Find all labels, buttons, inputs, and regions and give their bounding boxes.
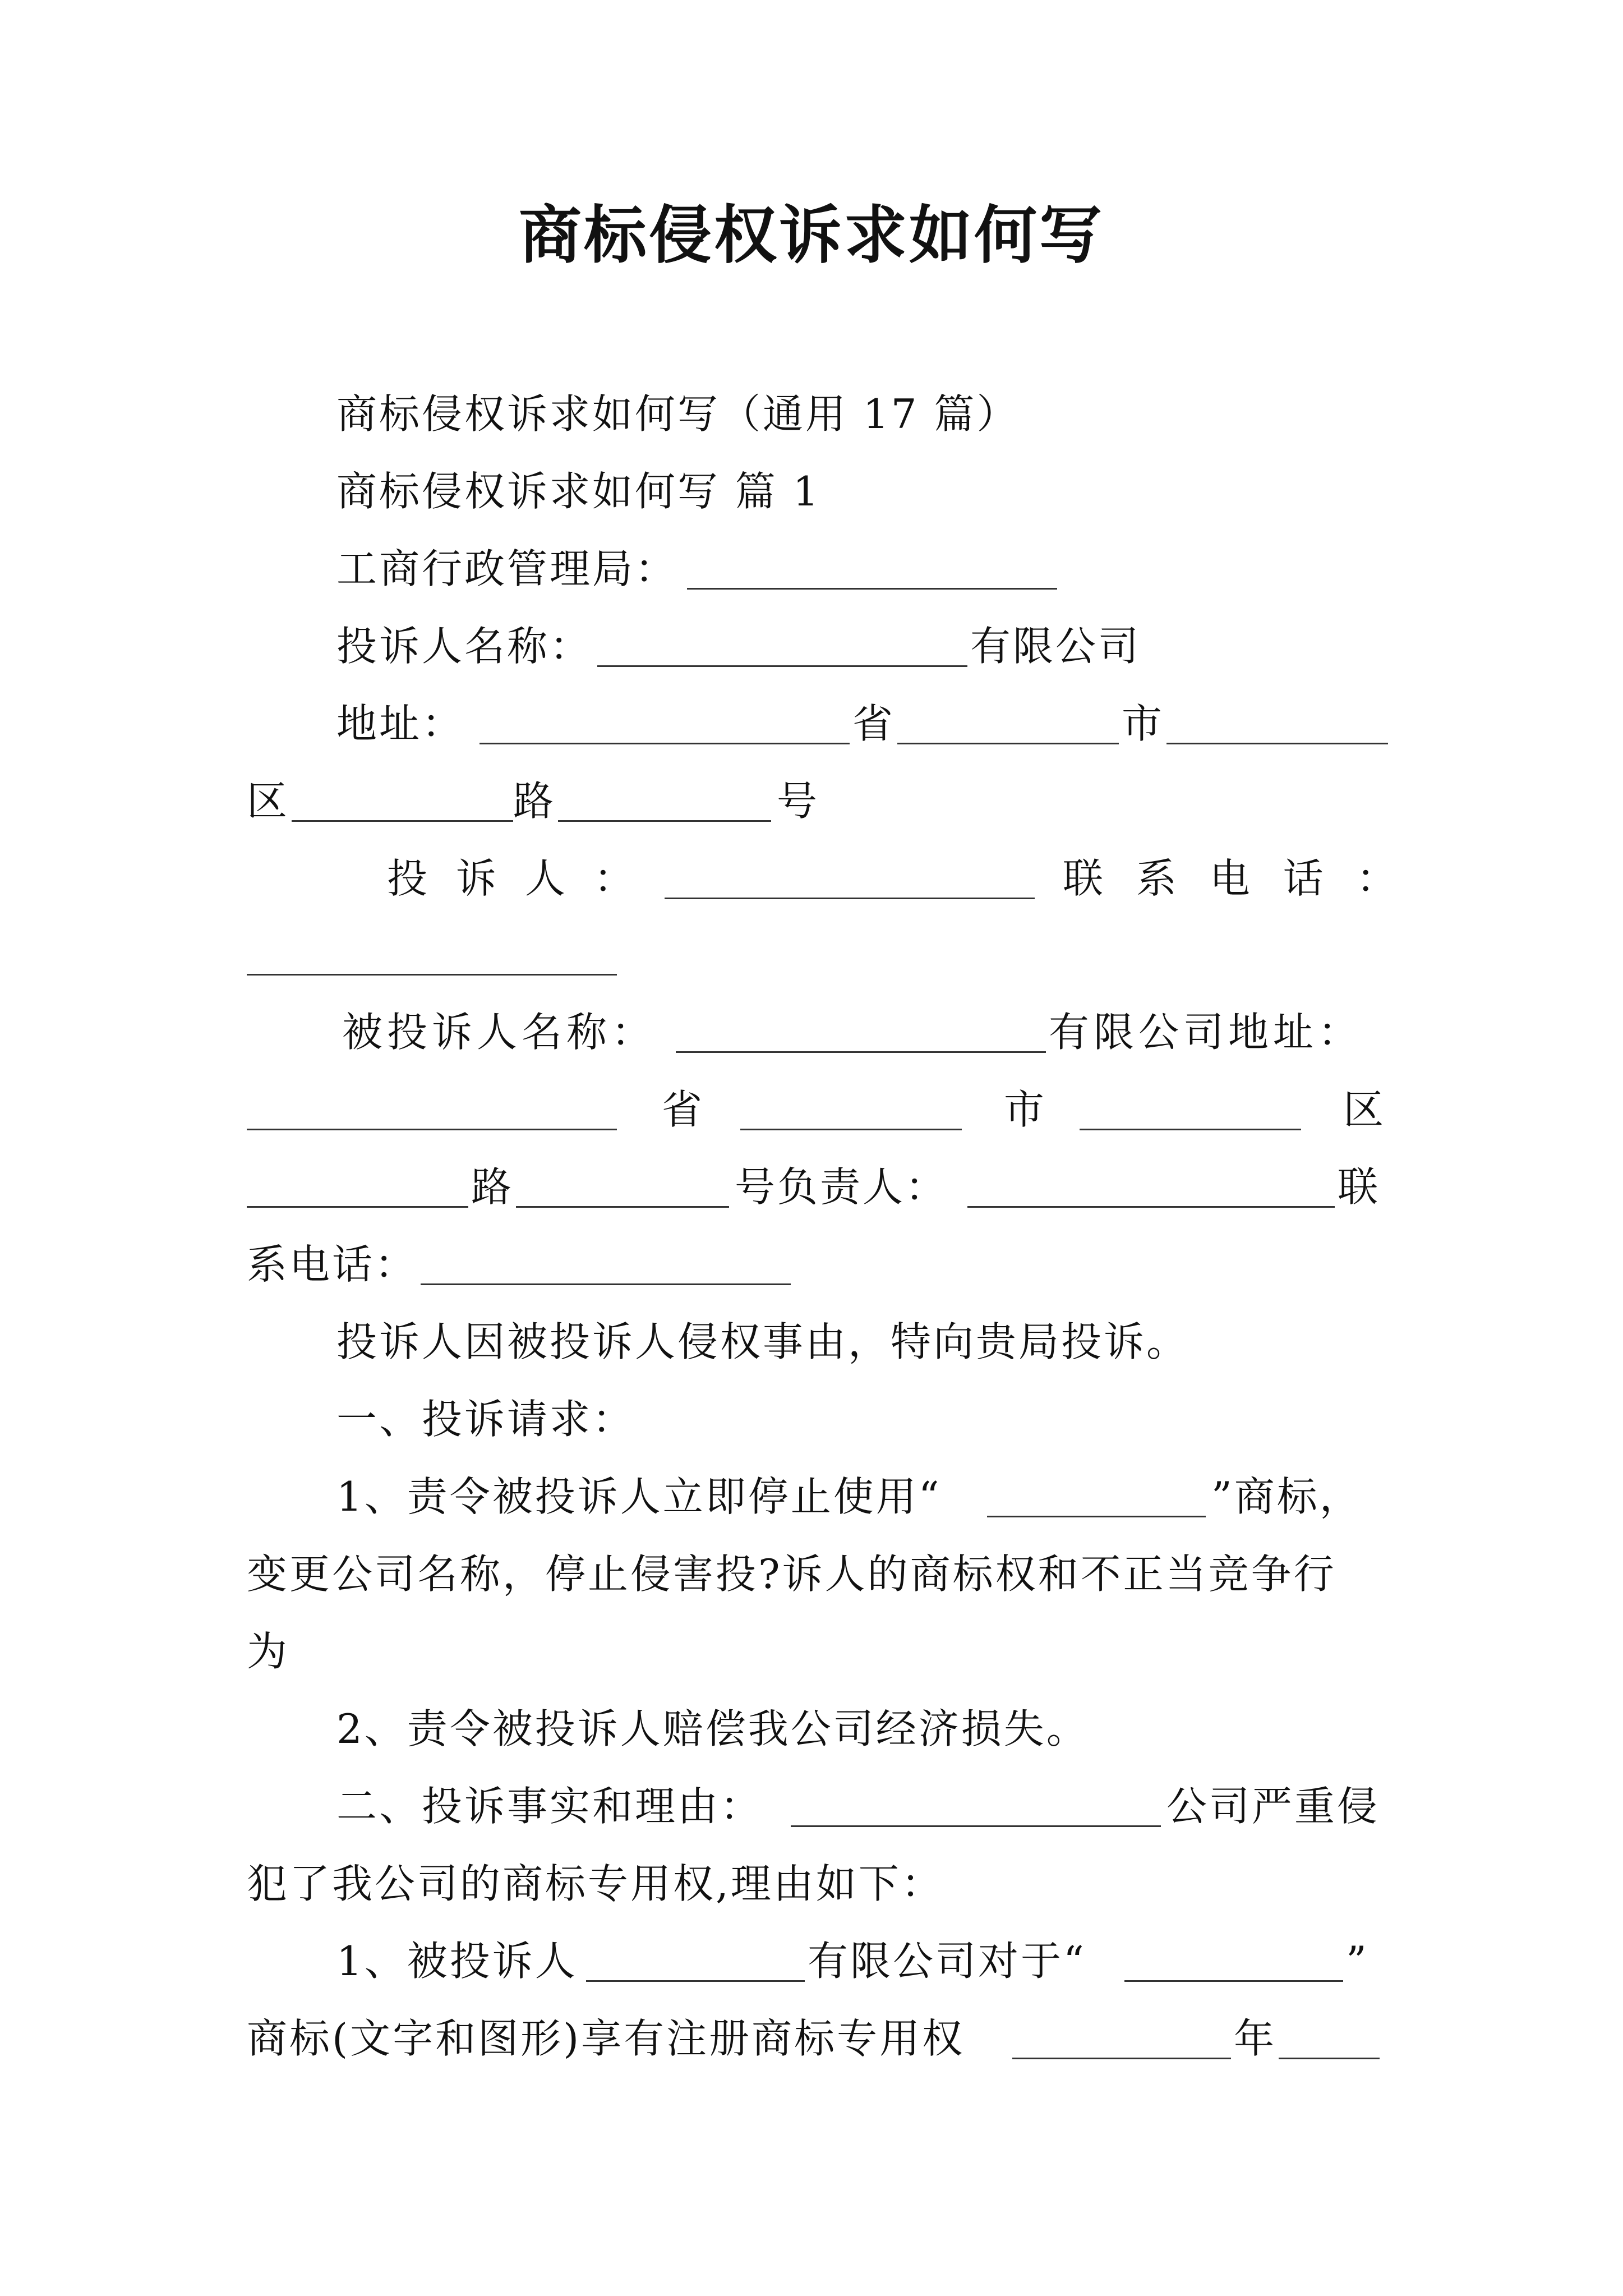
claims-heading: 一、投诉请求： xyxy=(336,1396,635,1443)
facts-heading-line xyxy=(0,1778,1623,1834)
respondent-road-blank[interactable] xyxy=(516,1206,729,1208)
section-heading-line xyxy=(0,463,1623,519)
complainant-name-line xyxy=(0,618,1623,674)
respondent-city-label: 市 xyxy=(1004,1086,1045,1133)
claim-1-line-3-text: 为 xyxy=(247,1628,290,1675)
phone-blank-line xyxy=(0,927,1623,983)
city-blank[interactable] xyxy=(1166,743,1388,744)
facts-company-blank[interactable] xyxy=(791,1825,1161,1827)
facts-line-2-text: 犯了我公司的商标专用权,理由如下： xyxy=(247,1860,944,1907)
province-blank[interactable] xyxy=(897,743,1119,744)
fact-1-company-blank[interactable] xyxy=(586,1980,805,1982)
fact-1-line-2-text: 商标(文字和图形)享有注册商标专用权 xyxy=(247,2015,965,2062)
address-line-2 xyxy=(0,773,1623,829)
claim-1-line-2-text: 变更公司名称，停止侵害投?诉人的商标权和不正当竞争行 xyxy=(247,1550,1336,1598)
facts-line-2 xyxy=(0,1856,1623,1912)
address-blank[interactable] xyxy=(479,743,850,744)
respondent-district-blank[interactable] xyxy=(247,1206,468,1208)
complainant-name-label: 投诉人名称： xyxy=(336,623,593,670)
responsible-blank[interactable] xyxy=(967,1206,1335,1208)
subtitle-line xyxy=(0,386,1623,442)
fact-1-line-1 xyxy=(0,1933,1623,1989)
company-address-label: 有限公司地址： xyxy=(1049,1009,1363,1056)
address-label: 地址： xyxy=(336,700,465,747)
claim-1-line-2 xyxy=(0,1546,1623,1602)
complainant-name-blank[interactable] xyxy=(597,665,967,667)
phone-label: 联 系 电 话 ： xyxy=(1063,855,1407,902)
respondent-phone-line xyxy=(0,1236,1623,1292)
fact-1-line-2 xyxy=(0,2010,1623,2067)
respondent-road-label: 路 xyxy=(471,1163,512,1211)
number-responsible-label: 号负责人： xyxy=(735,1163,948,1211)
claim-1-mid: ”商标， xyxy=(1211,1473,1362,1520)
respondent-name-line xyxy=(0,1004,1623,1060)
respondent-address-blank[interactable] xyxy=(247,1129,617,1130)
company-suffix: 有限公司 xyxy=(970,623,1141,670)
respondent-name-blank[interactable] xyxy=(676,1051,1046,1053)
fact-1-mid: 有限公司对于“ xyxy=(808,1938,1086,1985)
district-label: 区 xyxy=(247,777,288,825)
claim-1-line-3 xyxy=(0,1623,1623,1680)
intro-line xyxy=(0,1314,1623,1370)
claim-2-text: 2、责令被投诉人赔偿我公司经济损失。 xyxy=(336,1705,1089,1752)
district-blank[interactable] xyxy=(292,820,513,822)
claim-1-line-1 xyxy=(0,1469,1623,1525)
phone-blank[interactable] xyxy=(247,974,617,976)
road-label: 路 xyxy=(513,777,554,825)
claim-1-start: 1、责令被投诉人立即停止使用“ xyxy=(336,1473,942,1520)
address-line-1 xyxy=(0,696,1623,752)
claim-2-line xyxy=(0,1701,1623,1757)
claims-heading-line xyxy=(0,1391,1623,1447)
intro-text: 投诉人因被投诉人侵权事由，特向贵局投诉。 xyxy=(336,1318,1189,1365)
complainant-label: 投 诉 人 ： xyxy=(387,855,642,902)
fact-1-start: 1、被投诉人 xyxy=(336,1938,578,1985)
respondent-phone-label: 系电话： xyxy=(247,1241,418,1288)
year-label: 年 xyxy=(1234,2015,1275,2062)
authority-blank[interactable] xyxy=(687,588,1057,590)
respondent-city-blank[interactable] xyxy=(1080,1129,1301,1130)
facts-tail: 公司严重侵 xyxy=(1166,1783,1380,1830)
authority-label: 工商行政管理局： xyxy=(336,545,678,592)
city-label: 市 xyxy=(1122,700,1163,747)
fact-1-end: ” xyxy=(1346,1938,1367,1985)
document-title: 商标侵权诉求如何写 xyxy=(519,199,1104,272)
section-heading: 商标侵权诉求如何写 篇 1 xyxy=(336,468,821,515)
number-label: 号 xyxy=(777,777,818,825)
subtitle: 商标侵权诉求如何写（通用 17 篇） xyxy=(336,390,1020,438)
fact-1-tail-blank[interactable] xyxy=(1279,2058,1380,2059)
facts-heading: 二、投诉事实和理由： xyxy=(336,1783,763,1830)
respondent-province-label: 省 xyxy=(662,1086,703,1133)
complainant-phone-line xyxy=(0,850,1623,907)
respondent-name-label: 被投诉人名称： xyxy=(342,1009,657,1056)
province-label: 省 xyxy=(852,700,893,747)
respondent-province-blank[interactable] xyxy=(740,1129,962,1130)
respondent-address-line-2 xyxy=(0,1159,1623,1215)
contact-char: 联 xyxy=(1338,1163,1378,1211)
claim-1-trademark-blank[interactable] xyxy=(987,1516,1206,1517)
respondent-phone-blank[interactable] xyxy=(421,1283,791,1285)
respondent-address-line-1 xyxy=(0,1082,1623,1138)
road-blank[interactable] xyxy=(558,820,771,822)
fact-1-trademark-blank[interactable] xyxy=(1124,1980,1343,1982)
respondent-district-label: 区 xyxy=(1343,1086,1384,1133)
authority-line xyxy=(0,541,1623,597)
fact-1-year-blank[interactable] xyxy=(1012,2058,1231,2059)
complainant-blank[interactable] xyxy=(665,898,1035,899)
